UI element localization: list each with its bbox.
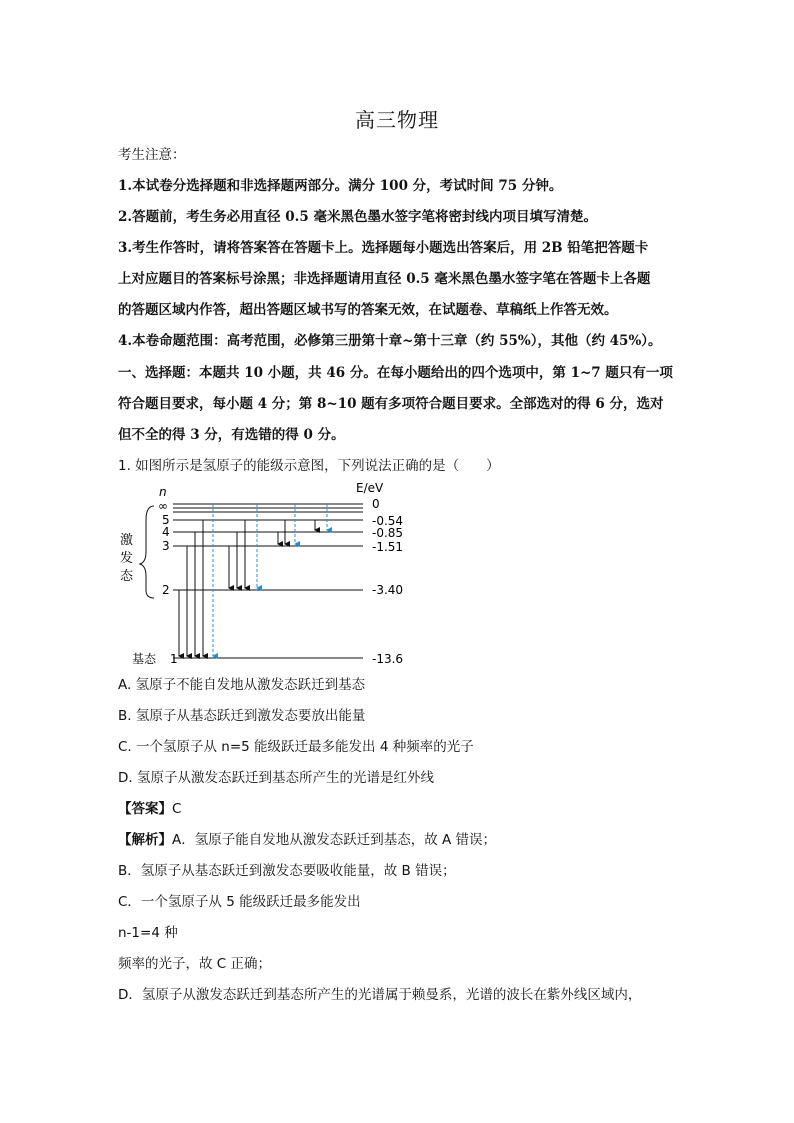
energy-level-diagram bbox=[118, 480, 418, 670]
analysis-tag: 【解析】 bbox=[118, 832, 172, 848]
analysis-text-a: A．氢原子能自发地从激发态跃迁到基态，故 A 错误； bbox=[172, 832, 497, 848]
question-stem: 1. 如图所示是氢原子的能级示意图，下列说法正确的是（ ） bbox=[118, 458, 500, 474]
level-n-1: 1 bbox=[170, 652, 178, 666]
section-heading: 一、选择题：本题共 10 小题，共 46 分。在每小题给出的四个选项中，第 1~7 题只有一项 bbox=[118, 365, 673, 381]
page-title: 高三物理 bbox=[355, 108, 439, 132]
excited-state-brace bbox=[140, 506, 154, 598]
level-energy-4: -0.85 bbox=[372, 526, 404, 540]
excited-label-char-1: 激 bbox=[120, 533, 134, 548]
level-energy-3: -1.51 bbox=[372, 540, 404, 554]
notice-item-4: 4.本卷命题范围：高考范围，必修第三册第十章~第十三章（约 55%），其他（约 45%）。 bbox=[118, 333, 662, 349]
analysis-text-d: D．氢原子从激发态跃迁到基态所产生的光谱属于赖曼系，光谱的波长在紫外线区域内， bbox=[118, 987, 642, 1003]
option-a: A. 氢原子不能自发地从激发态跃迁到基态 bbox=[118, 677, 366, 693]
analysis-line-1 bbox=[118, 831, 678, 849]
level-n-3: 3 bbox=[162, 539, 170, 553]
notice-item-3-cont: 上对应题目的答案标号涂黑；非选择题请用直径 0.5 毫米黑色墨水签字笔在答题卡上各题 bbox=[118, 271, 651, 287]
level-n-4: 4 bbox=[162, 525, 170, 539]
notice-item-3: 3.考生作答时，请将答案答在答题卡上。选择题每小题选出答案后，用 2B 铅笔把答题卡 bbox=[118, 240, 649, 256]
option-b: B. 氢原子从基态跃迁到激发态要放出能量 bbox=[118, 708, 366, 724]
excited-label-char-2: 发 bbox=[120, 551, 134, 566]
ground-state-label: 基态 bbox=[132, 652, 157, 666]
analysis-text-c: C．一个氢原子从 5 能级跃迁最多能发出 bbox=[118, 894, 361, 910]
option-c: C. 一个氢原子从 n=5 能级跃迁最多能发出 4 种频率的光子 bbox=[118, 739, 474, 755]
level-n-5: 5 bbox=[162, 513, 170, 527]
level-energy-2: -3.40 bbox=[372, 583, 404, 597]
notice-item-2: 2.答题前，考生务必用直径 0.5 毫米黑色墨水签字笔将密封线内项目填写清楚。 bbox=[118, 209, 597, 225]
analysis-formula: n-1=4 种 bbox=[118, 925, 178, 941]
level-energy-infinity: 0 bbox=[372, 497, 380, 511]
n-axis-label: n bbox=[159, 485, 167, 499]
level-n-infinity: ∞ bbox=[158, 499, 168, 513]
level-energy-5: -0.54 bbox=[372, 514, 404, 528]
answer-tag: 【答案】 bbox=[118, 801, 172, 817]
section-line-3: 但不全的得 3 分，有选错的得 0 分。 bbox=[118, 427, 345, 443]
answer-line bbox=[118, 800, 678, 818]
analysis-text-c-cont: 频率的光子，故 C 正确； bbox=[118, 956, 272, 972]
excited-label-char-3: 态 bbox=[120, 569, 134, 584]
analysis-text-b: B．氢原子从基态跃迁到激发态要吸收能量，故 B 错误； bbox=[118, 863, 456, 879]
level-n-2: 2 bbox=[162, 583, 170, 597]
notice-item-1: 1.本试卷分选择题和非选择题两部分。满分 100 分，考试时间 75 分钟。 bbox=[118, 178, 563, 194]
energy-axis-label: E/eV bbox=[356, 481, 384, 495]
notice-heading: 考生注意： bbox=[118, 147, 186, 163]
answer-value: C bbox=[172, 801, 182, 817]
notice-item-3-cont2: 的答题区域内作答，超出答题区域书写的答案无效，在试题卷、草稿纸上作答无效。 bbox=[118, 302, 618, 318]
option-d: D. 氢原子从激发态跃迁到基态所产生的光谱是红外线 bbox=[118, 770, 434, 786]
level-energy-1: -13.6 bbox=[372, 652, 404, 666]
section-line-2: 符合题目要求，每小题 4 分；第 8~10 题有多项符合题目要求。全部选对的得 6 分，选对 bbox=[118, 396, 664, 412]
